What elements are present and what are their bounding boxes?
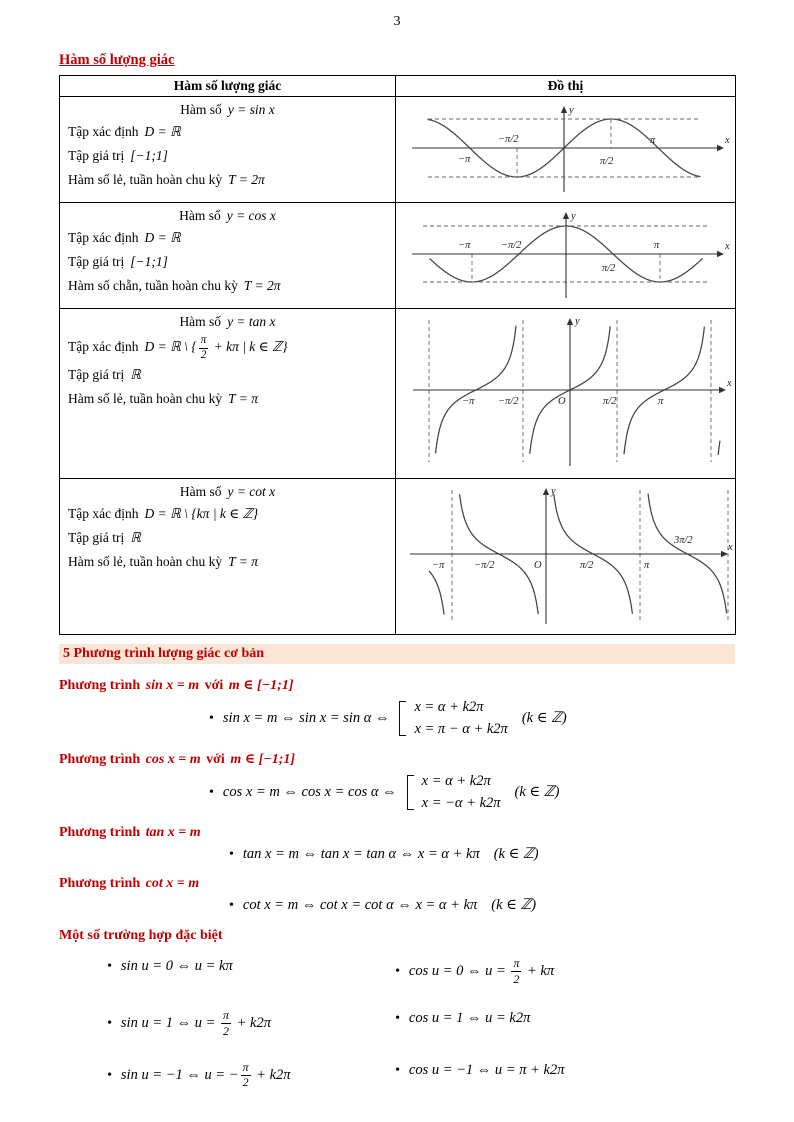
property-label: Hàm số lẻ, tuần hoàn chu kỳ [68,553,223,569]
cos-property-line [68,277,387,296]
property-formula: T = π [228,553,258,569]
property-formula: T = 2π [243,277,281,293]
cos-graph-cell [396,203,736,309]
section-header-basic-equations: 5 Phương trình lượng giác cơ bản [59,644,735,664]
domain-label: Tập xác định [68,230,139,245]
heading-prefix: Phương trình [59,876,141,891]
axis-label-x: x [727,378,732,389]
tick-label-neg-pi: −π [458,240,471,251]
heading-math: cos x = m [145,752,201,767]
domain-label: Tập xác định [68,124,139,139]
solution-cases [422,773,501,812]
heading-condition: m ∈ [−1;1] [230,752,296,767]
equation-formula: tan x = m ⇔ tan x = tan α ⇔ x = α + kπ [242,846,480,862]
k-integer-condition: (k ∈ ℤ) [514,784,560,800]
function-label: Hàm số [180,102,222,117]
tick-label-neg-half-pi: −π/2 [498,134,519,145]
tick-label-half-pi: π/2 [600,156,614,167]
heading-mid: với [204,678,224,693]
k-integer-condition: (k ∈ ℤ) [491,897,537,913]
tick-label-neg-half-pi: −π/2 [498,396,519,407]
cos-equation [209,773,735,812]
tick-label-pi: π [658,396,664,407]
heading-math: cot x = m [145,876,200,891]
k-integer-condition: (k ∈ ℤ) [493,846,539,862]
axis-label-y: y [571,211,576,222]
sin-graph [398,98,733,196]
tick-label-pi: π [650,135,656,146]
col-header-function: Hàm số lượng giác [60,76,396,97]
cot-graph-cell [396,479,736,635]
heading-math: sin x = m [145,678,200,693]
range-label: Tập giá trị [68,529,125,545]
cot-range-line [68,529,387,548]
cot-property-line [68,553,387,572]
special-case-sin-neg1: • sin u = −1 ⇔ u = − $\frac{\pi}{2}$ + k2π [107,1062,395,1090]
sin-equation-heading [59,677,735,694]
cases-bracket [399,701,406,736]
case-2: x = π − α + k2π [414,721,508,737]
table-row-tan [60,309,736,479]
axis-label-x: x [725,241,730,252]
origin-label: O [558,396,566,407]
tan-property-line [68,390,387,409]
cot-graph [398,480,733,628]
range-label: Tập giá trị [68,367,125,383]
function-formula: y = cos x [226,208,276,223]
sin-range-line [68,147,387,166]
tick-label-neg-pi: −π [458,154,471,165]
tick-label-half-pi: π/2 [580,560,594,571]
cot-info-cell [60,479,396,635]
function-label: Hàm số [179,484,222,499]
case-1: x = α + k2π [421,773,491,789]
tick-label-pi: π [644,560,650,571]
special-case-sin-1: • sin u = 1 ⇔ u = $\frac{\pi}{2}$ + k2π [107,1010,395,1038]
special-cases-grid [107,958,735,1089]
domain-label: Tập xác định [68,506,139,521]
function-formula: y = tan x [227,314,276,329]
table-row-cos [60,203,736,309]
col-header-graph: Đồ thị [396,76,736,97]
special-case-cos-1: • cos u = 1 ⇔ u = k2π [395,1010,683,1038]
cos-graph [398,204,733,302]
property-label: Hàm số lẻ, tuần hoàn chu kỳ [68,391,223,407]
function-formula: y = cot x [227,484,276,499]
cases-bracket [407,775,414,810]
bullet [209,784,223,801]
cot-equation [229,897,735,914]
axis-label-y: y [551,486,556,497]
function-label: Hàm số [179,314,222,329]
special-case-cos-0: • cos u = 0 ⇔ u = $\frac{\pi}{2}$ + kπ [395,958,683,986]
range-label: Tập giá trị [68,253,125,269]
case-1: x = α + k2π [414,699,484,715]
heading-mid: với [206,752,225,767]
axis-label-y: y [569,105,574,116]
equation-lead: sin x = m ⇔ sin x = sin α ⇔ [222,710,390,726]
tan-range-line [68,366,387,385]
tick-label-neg-half-pi: −π/2 [474,560,495,571]
axis-label-x: x [728,542,733,553]
page-number: 3 [393,14,401,29]
tan-domain-line [68,335,387,361]
cot-equation-heading [59,876,735,892]
domain-formula: D = ℝ \ {kπ | k ∈ ℤ} [144,506,259,521]
cot-function-name [68,484,387,500]
cos-info-cell [60,203,396,309]
domain-formula: D = ℝ [144,230,181,245]
special-cases-title: Một số trường hợp đặc biệt [59,928,223,943]
cot-domain-line [68,505,387,524]
heading-condition: m ∈ [−1;1] [228,678,294,693]
cos-domain-line [68,229,387,248]
tick-label-neg-half-pi: −π/2 [501,240,522,251]
cos-range-line [68,253,387,272]
tick-label-half-pi: π/2 [602,263,616,274]
tan-graph [398,310,733,472]
case-2: x = −α + k2π [421,795,501,811]
range-formula: ℝ [130,529,141,545]
origin-label: O [534,560,542,571]
cos-function-name [68,208,387,224]
heading-prefix: Phương trình [59,678,141,693]
function-formula: y = sin x [227,102,275,117]
special-case-cos-neg1: • cos u = −1 ⇔ u = π + k2π [395,1062,683,1090]
function-label: Hàm số [179,208,221,223]
range-formula: ℝ [130,367,141,383]
property-formula: T = π [228,391,258,407]
domain-formula: D = ℝ [144,124,181,139]
property-formula: T = 2π [228,171,265,187]
tan-equation [229,846,735,863]
tick-label-pi: π [654,240,660,251]
equation-lead: cos x = m ⇔ cos x = cos α ⇔ [222,784,397,800]
tick-label-three-half-pi: 3π/2 [674,535,693,546]
table-header-row [60,76,736,97]
axis-label-y: y [575,316,580,327]
fraction: $\frac{\pi}{2}$ [223,1007,229,1038]
axis-label-x: x [725,135,730,146]
bullet [209,710,223,727]
property-label: Hàm số chẵn, tuần hoàn chu kỳ [68,277,238,293]
property-label: Hàm số lẻ, tuần hoàn chu kỳ [68,171,223,187]
tick-label-neg-pi: −π [432,560,445,571]
tick-label-neg-pi: −π [462,396,475,407]
range-formula: [−1;1] [130,253,168,269]
table-row-sin [60,97,736,203]
sin-equation [209,699,735,738]
heading-prefix: Phương trình [59,825,141,840]
k-integer-condition: (k ∈ ℤ) [521,710,567,726]
tick-label-half-pi: π/2 [603,396,617,407]
domain-label: Tập xác định [68,339,139,355]
tan-equation-heading [59,825,735,841]
bullet [229,897,243,914]
solution-cases [414,699,507,738]
fraction: $\frac{\pi}{2}$ [513,956,520,986]
special-case-sin-0: • sin u = 0 ⇔ u = kπ [107,958,395,986]
tan-graph-cell [396,309,736,479]
heading-math: tan x = m [145,825,201,840]
cos-equation-heading [59,751,735,768]
document-page [59,14,735,1089]
sin-graph-cell [396,97,736,203]
heading-prefix: Phương trình [59,752,141,767]
equation-formula: cot x = m ⇔ cot x = cot α ⇔ x = α + kπ [242,897,478,913]
fraction: $\frac{\pi}{2}$ [200,334,207,362]
range-formula: [−1;1] [130,147,168,163]
tan-info-cell [60,309,396,479]
sin-domain-line [68,123,387,142]
sin-info-cell [60,97,396,203]
domain-formula: D = ℝ \ { $\frac{\pi}{2}$ + kπ | k ∈ ℤ} [144,334,288,362]
table-row-cot [60,479,736,635]
sin-property-line [68,171,387,190]
range-label: Tập giá trị [68,147,125,163]
section-title-trig-functions: Hàm số lượng giác [59,52,175,68]
trig-functions-table [59,75,736,635]
sin-function-name [68,102,387,118]
bullet [229,846,243,863]
tan-function-name [68,314,387,330]
fraction: $\frac{\pi}{2}$ [242,1059,249,1090]
